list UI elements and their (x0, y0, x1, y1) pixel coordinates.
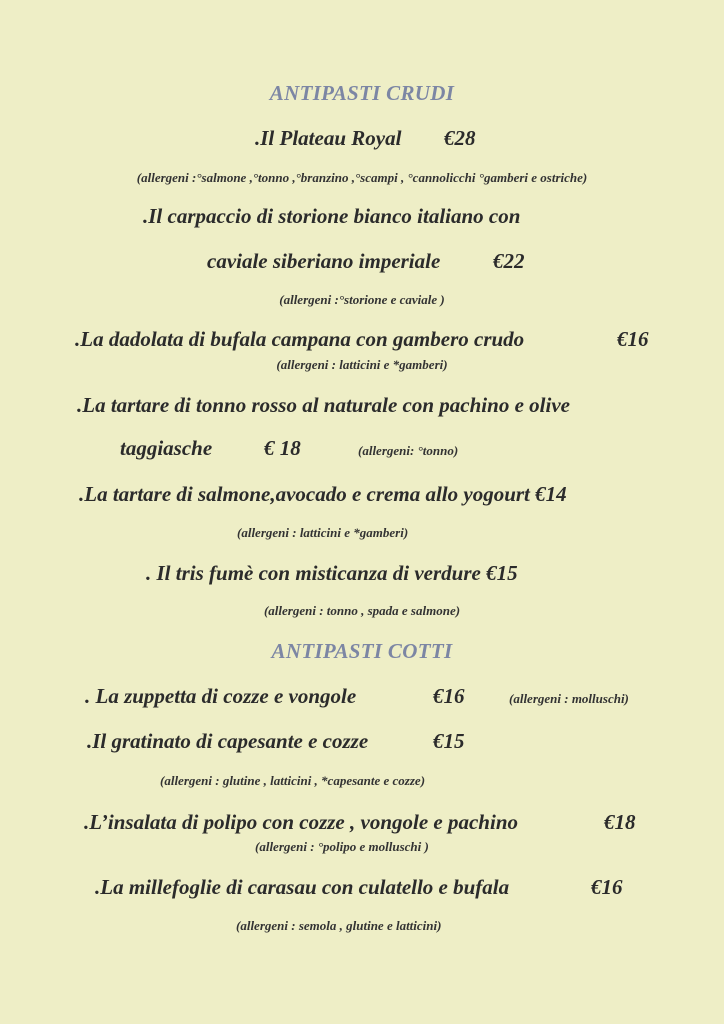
dish-price: €16 (433, 684, 465, 708)
dish-price: €16 (591, 875, 623, 899)
dish-allergens: (allergeni :°salmone ,°tonno ,°branzino ,°scampi , °cannolicchi °gamberi e ostriche) (136, 170, 588, 185)
dish-name: .Il Plateau Royal (255, 126, 402, 150)
dish-name: .La millefoglie di carasau con culatello e bufala (95, 875, 510, 899)
dish-name-line1: .La tartare di tonno rosso al naturale con pachino e olive (77, 393, 570, 417)
dish-name: . Il tris fumè con misticanza di verdure €15 (146, 561, 518, 585)
dish-name: .L’insalata di polipo con cozze , vongole e pachino (84, 810, 518, 834)
dish-allergens: (allergeni : latticini e *gamberi) (237, 525, 409, 540)
dish-allergens: (allergeni : semola , glutine e latticini) (236, 918, 442, 933)
dish-name: .La tartare di salmone,avocado e crema allo yogourt €14 (79, 482, 567, 506)
dish-price: €15 (433, 729, 465, 753)
dish-allergens: (allergeni : latticini e *gamberi) (276, 357, 448, 372)
dish-name-line2: caviale siberiano imperiale (207, 249, 441, 273)
dish-price: €18 (604, 810, 636, 834)
dish-price: €16 (617, 327, 649, 351)
dish-allergens: (allergeni :°storione e caviale ) (279, 292, 445, 307)
dish-name-line2: taggiasche (120, 436, 213, 460)
section-title-crudi: ANTIPASTI CRUDI (269, 81, 455, 105)
dish-allergens: (allergeni : °polipo e molluschi ) (255, 839, 429, 854)
dish-price: €28 (444, 126, 476, 150)
dish-name-line1: .Il carpaccio di storione bianco italiano con (143, 204, 521, 228)
dish-name: . La zuppetta di cozze e vongole (85, 684, 357, 708)
dish-allergens: (allergeni : glutine , latticini , *capesante e cozze) (160, 773, 426, 788)
section-title-cotti: ANTIPASTI COTTI (271, 639, 453, 663)
dish-allergens: (allergeni : molluschi) (509, 691, 629, 706)
dish-price: € 18 (264, 436, 301, 460)
dish-name: .Il gratinato di capesante e cozze (87, 729, 369, 753)
dish-price: €22 (493, 249, 525, 273)
dish-allergens: (allergeni : tonno , spada e salmone) (263, 603, 461, 618)
dish-name: .La dadolata di bufala campana con gambero crudo (75, 327, 525, 351)
dish-allergens: (allergeni: °tonno) (358, 443, 459, 458)
